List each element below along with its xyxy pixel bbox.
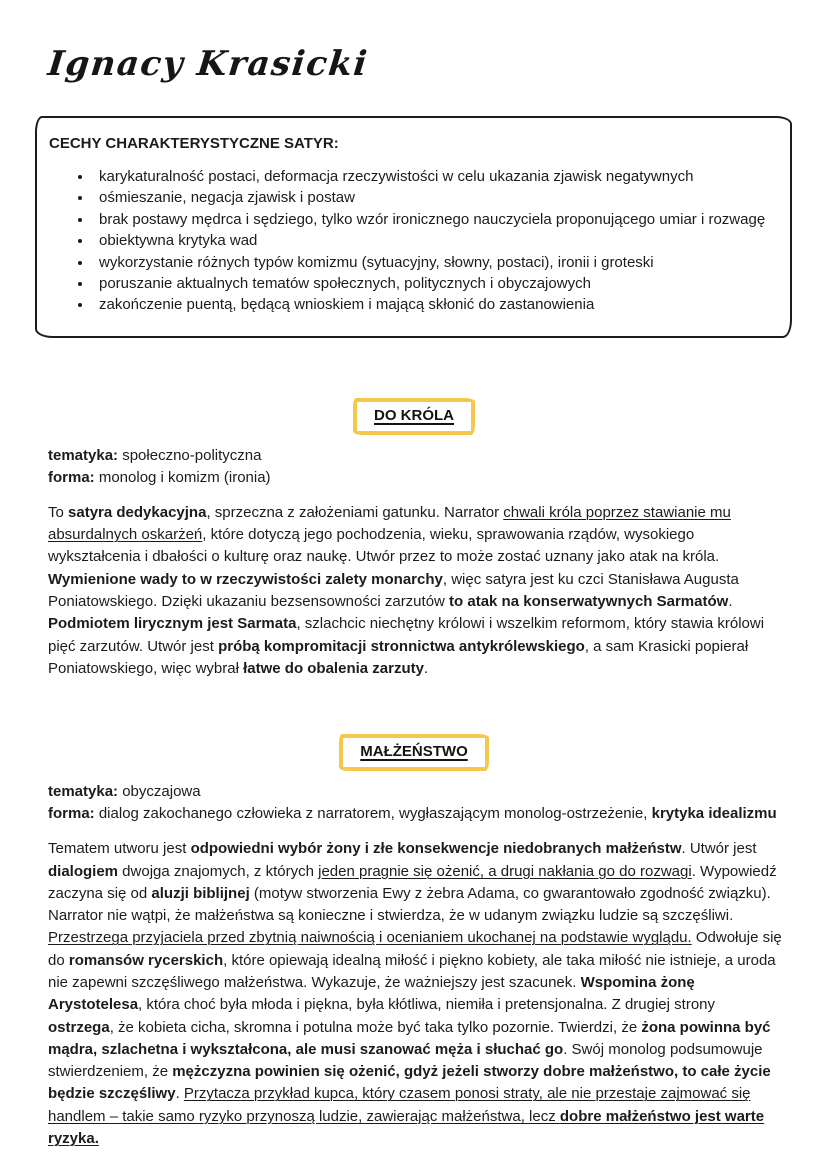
characteristics-list [49, 166, 776, 316]
section-meta [0, 445, 828, 489]
section-do-krola [0, 398, 828, 680]
section-heading-label: MAŁŻEŃSTWO [360, 743, 468, 761]
section-heading-wrap [0, 398, 828, 435]
section-heading-label: DO KRÓLA [374, 406, 454, 424]
forma-line: forma: dialog zakochanego człowieka z narratorem, wygłaszającym monolog-ostrzeżenie, krytyka idealizmu [48, 805, 777, 823]
section-heading-box-do-krola [353, 398, 475, 435]
tematyka-line: tematyka: obyczajowa [48, 783, 201, 801]
satire-feature-item: • ośmieszanie, negacja zjawisk i postaw [93, 187, 776, 208]
section-heading-box-malzenstwo [339, 734, 488, 771]
analysis-paragraph-malzenstwo: Tematem utworu jest odpowiedni wybór żony i złe konsekwencje niedobranych małżeństw. Utwór jest dialogiem dwojga znajomych, z których jeden pragnie się ożenić, a drugi nakłania go do rozwagi. Wypowiedź zaczyna się od aluzji biblijnej (motyw stworzenia Ewy z żebra Adama, co gwarantowało zgodność związku). Narrator nie wątpi, że małżeństwa są konieczne i stwierdza, że w udanym związku ludzie są szczęśliwi. Przestrzega przyjaciela przed zbytnią naiwnością i ocenianiem ukochanej na podstawie wyglądu. Odwołuje się do romansów rycerskich, które opiewają idealną miłość i piękno kobiety, ale taka miłość nie istnieje, a uroda nie zapewni szczęśliwego małżeństwa. Wykazuje, że ważniejszy jest szacunek. Wspomina żonę Arystotelesa, która choć była młoda i piękna, była kłótliwa, niemiła i pretensjonalna. Z drugiej strony ostrzega, że kobieta cicha, skromna i potulna może być taka tylko pozornie. Twierdzi, że żona powinna być mądra, szlachetna i wykształcona, ale musi szanować męża i słuchać go. Swój monolog podsumowuje stwierdzeniem, że mężczyzna powinien się ożenić, gdyż jeżeli stworzy dobre małżeństwo, to całe życie będzie szczęśliwy. Przytacza przykład kupca, który czasem ponosi straty, ale nie przestaje zajmować się handlem – takie samo ryzyko przynoszą ludzie, zawierając małżeństwa, lecz dobre małżeństwo jest warte ryzyka. [48, 840, 782, 1148]
satire-feature-item: • karykaturalność postaci, deformacja rzeczywistości w celu ukazania zjawisk negatywnych [93, 166, 776, 187]
satire-feature-item: • brak postawy mędrca i sędziego, tylko wzór ironicznego nauczyciela proponującego umiar i rozwagę [93, 209, 776, 230]
satire-feature-item: • wykorzystanie różnych typów komizmu (sytuacyjny, słowny, postaci), ironii i groteski [93, 252, 776, 273]
section-malzenstwo [0, 734, 828, 1150]
tematyka-line: tematyka: społeczno-polityczna [48, 446, 262, 464]
section-meta [0, 781, 828, 825]
author-title: Ignacy Krasicki [46, 44, 371, 84]
satire-feature-item: • zakończenie puentą, będącą wnioskiem i mającą skłonić do zastanowienia [93, 294, 776, 315]
forma-line: forma: monolog i komizm (ironia) [48, 468, 271, 486]
section-heading-wrap [0, 734, 828, 771]
characteristics-heading: CECHY CHARAKTERYSTYCZNE SATYR: [49, 135, 339, 152]
satire-feature-item: • poruszanie aktualnych tematów społecznych, politycznych i obyczajowych [93, 273, 776, 294]
satire-characteristics-box [35, 116, 792, 338]
analysis-paragraph-do-krola: To satyra dedykacyjna, sprzeczna z założeniami gatunku. Narrator chwali króla poprzez stawianie mu absurdalnych oskarżeń, które dotyczą jego pochodzenia, wieku, sprawowania rządów, wysokiego wykształcenia i dbałości o kulturę oraz naukę. Utwór przez to może zostać uznany jako atak na króla. Wymienione wady to w rzeczywistości zalety monarchy, więc satyra jest ku czci Stanisława Augusta Poniatowskiego. Dzięki ukazaniu bezsensowności zarzutów to atak na konserwatywnych Sarmatów. Podmiotem lirycznym jest Sarmata, szlachcic niechętny królowi i wszelkim reformom, który stawia królowi pięć zarzutów. Utwór jest próbą kompromitacji stronnictwa antykrólewskiego, a sam Krasicki popierał Poniatowskiego, więc wybrał łatwe do obalenia zarzuty. [48, 503, 765, 677]
satire-feature-item: • obiektywna krytyka wad [93, 230, 776, 251]
